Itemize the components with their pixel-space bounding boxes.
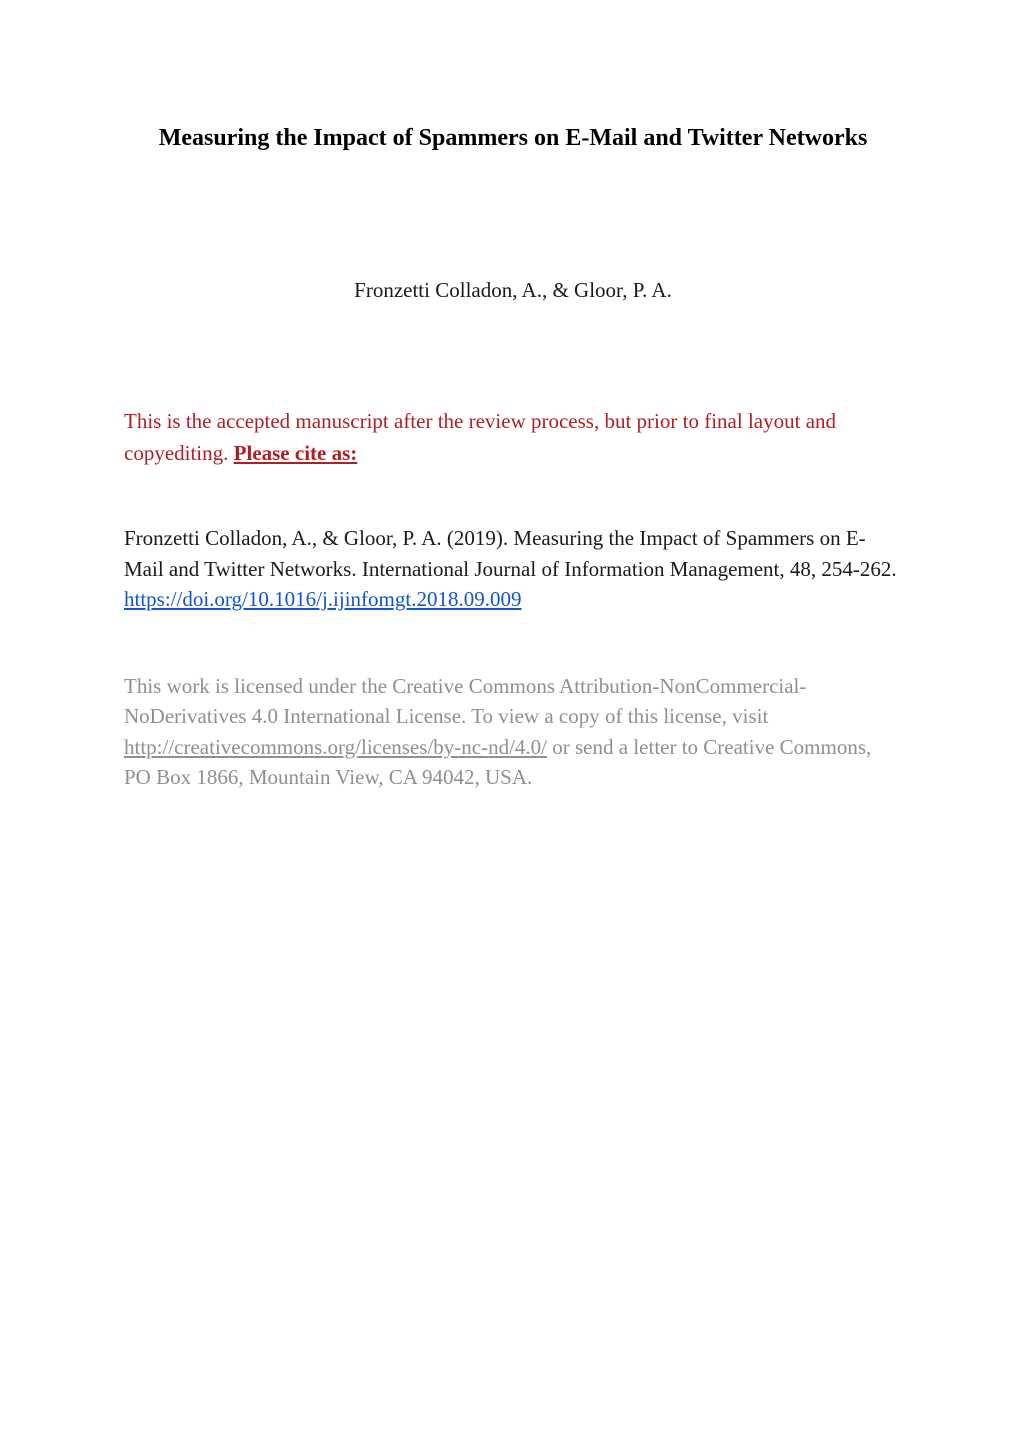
paper-title: Measuring the Impact of Spammers on E-Mail and Twitter Networks bbox=[158, 125, 868, 151]
license-link[interactable]: http://creativecommons.org/licenses/by-nc-nd/4.0/ bbox=[124, 734, 548, 759]
manuscript-notice bbox=[124, 406, 902, 469]
license-paragraph bbox=[124, 671, 902, 793]
cite-as-label: Please cite as: bbox=[233, 440, 358, 465]
authors-line: Fronzetti Colladon, A., & Gloor, P. A. bbox=[354, 278, 672, 302]
license-text-before: This work is licensed under the Creative Commons Attribution-NonCommercial-NoDerivatives 4.0 International License. To view a copy of this license, visit bbox=[124, 673, 807, 728]
citation-text: Fronzetti Colladon, A., & Gloor, P. A. (2019). Measuring the Impact of Spammers on E-Mail and Twitter Networks. International Journal of Information Management, 48, 254-262. bbox=[124, 526, 897, 581]
citation-paragraph bbox=[124, 523, 902, 615]
doi-link[interactable]: https://doi.org/10.1016/j.ijinfomgt.2018.09.009 bbox=[124, 587, 522, 611]
license-text-after: or send a letter to Creative Commons, PO Box 1866, Mountain View, CA 94042, USA. bbox=[124, 734, 872, 789]
notice-text: This is the accepted manuscript after the review process, but prior to final layout and copyediting. bbox=[124, 409, 837, 465]
